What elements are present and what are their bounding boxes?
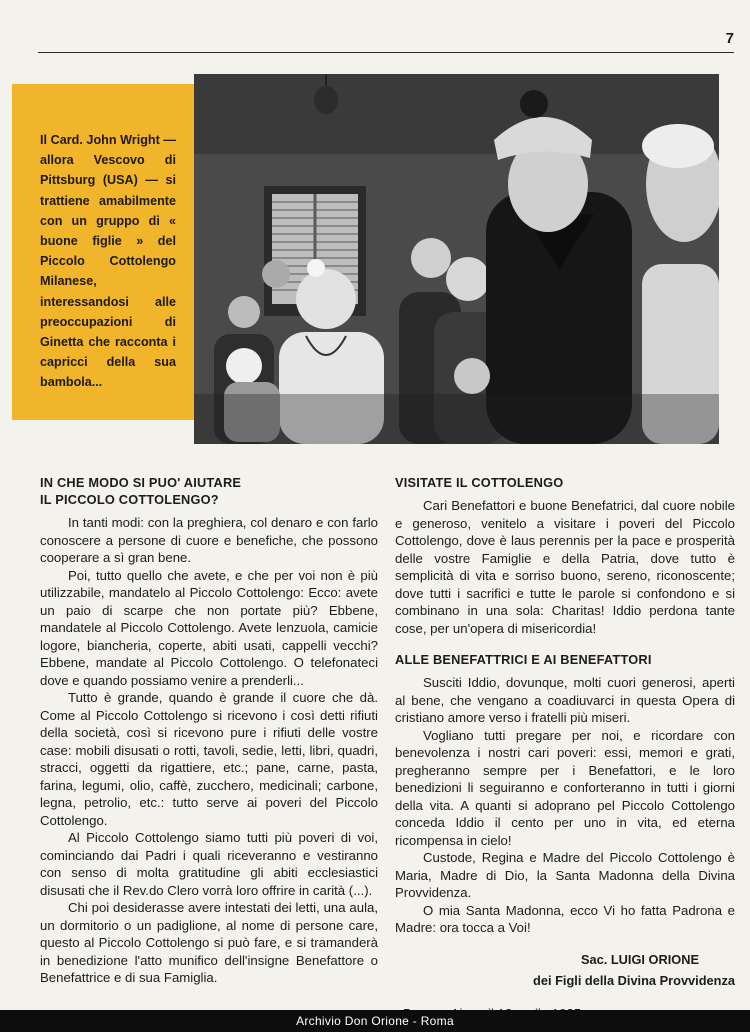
left-heading-line2: IL PICCOLO COTTOLENGO?: [40, 492, 219, 507]
right-paragraph: Cari Benefattori e buone Benefatrici, dal cuore nobile e generoso, venitelo a visitare i poveri del Piccolo Cottolengo, dove è laus perennis per la pace e prosperità delle vostre Famiglie e della Patria, dove tutto è semplicità di vita e sorriso buono, sereno, riconoscente; dove tutti i sacrifici e tutte le parole si confondono e si combinano in una sola: Charitas! Iddio perdona tante cose, per un'opera di misericordia!: [395, 498, 735, 636]
right-paragraph: O mia Santa Madonna, ecco Vi ho fatta Padrona e Madre: ora tocca a Voi!: [395, 902, 735, 935]
left-paragraph: Poi, tutto quello che avete, e che per voi non è più utilizzabile, mandatelo al Piccolo Cottolengo: Ecco: avete un paio di scarpe che non portate più? Ebbene, mandatele al Piccolo Cottolengo. Avete lenzuola, camicie logore, biancheria, coperte, abiti usati, cappelli vecchi? Ebbene, mandate al Piccolo Cottolengo. O telefonateci dove e quando possiamo venire a prenderli...: [40, 567, 378, 688]
right-paragraph: Custode, Regina e Madre del Piccolo Cottolengo è Maria, Madre di Dio, la Santa Madonna della Divina Provvidenza.: [395, 850, 735, 900]
left-heading: [40, 474, 378, 508]
cardinal-photo: [194, 74, 719, 444]
archive-footer: Archivio Don Orione - Roma: [0, 1010, 750, 1032]
page-number: 7: [725, 30, 734, 47]
right-column: [395, 474, 735, 1022]
top-rule: [38, 52, 734, 53]
left-paragraph: In tanti modi: con la preghiera, col denaro e con farlo conoscere a persone di cuore e benefiche, che possono cooperare a sì gran bene.: [40, 515, 378, 565]
right-heading-benefactors: ALLE BENEFATTRICI E AI BENEFATTORI: [395, 652, 652, 667]
left-heading-line1: IN CHE MODO SI PUO' AIUTARE: [40, 475, 242, 490]
right-heading-visit: VISITATE IL COTTOLENGO: [395, 475, 564, 490]
signature-title: dei Figli della Divina Provvidenza: [533, 972, 735, 988]
right-paragraph: Susciti Iddio, dovunque, molti cuori generosi, aperti al bene, che vengano a coadiuvarci in questa Opera di cristiano amore verso i fratelli più miseri.: [395, 675, 735, 725]
left-paragraph: Chi poi desiderasse avere intestati dei letti, una aula, un dormitorio o un padiglione, al nome di persone care, questo al Piccolo Cottolengo si può fare, e si tramanderà in benedizione l'atto munifico dell'insigne Benefattore o Benefattrice e di sua Famiglia.: [40, 900, 378, 985]
right-paragraph: Vogliano tutti pregare per noi, e ricordare con benevolenza i nostri cari poveri: essi, memori e grati, pregheranno sempre per i Benefattori, e le loro benedizioni li seguiranno e conforteranno in tutti i giorni della vita. A quanti si adoprano pel Piccolo Cottolengo conceda Iddio il cento per uno in vita, ed eterna ricompensa in cielo!: [395, 727, 735, 848]
left-column: [40, 474, 378, 987]
signature-name: Sac. LUIGI ORIONE: [580, 951, 699, 967]
left-paragraph: Tutto è grande, quando è grande il cuore che dà. Come al Piccolo Cottolengo si ricevono i così detti rifiuti della società, così si ricevono pure i rifiuti delle vostre case: mobili disusati o rotti, tavoli, sedie, letti, libri, quadri, stracci, oggetti da rigattiere, etc.; pane, carne, pasta, farina, legumi, olio, caffè, zucchero, medicinali; carbone, legna, petrolio, etc.: tutto serve ai poveri del Piccolo Cottolengo.: [40, 690, 378, 828]
photo-caption: Il Card. John Wright — allora Vescovo di Pittsburg (USA) — si trattiene amabilmente con un gruppo di « buone figlie » del Piccolo Cottolengo Milanese, interessandosi alle preoccupazioni di Ginetta che racconta i capricci della sua bambola...: [40, 133, 176, 390]
left-paragraph: Al Piccolo Cottolengo siamo tutti più poveri di voi, cominciando dai Padri i quali riceveranno e vestiranno con senso di molta gratitudine gli abiti ecclesiastici disusati che il Rev.do Clero vorrà loro offrire in carità (...).: [40, 830, 378, 898]
